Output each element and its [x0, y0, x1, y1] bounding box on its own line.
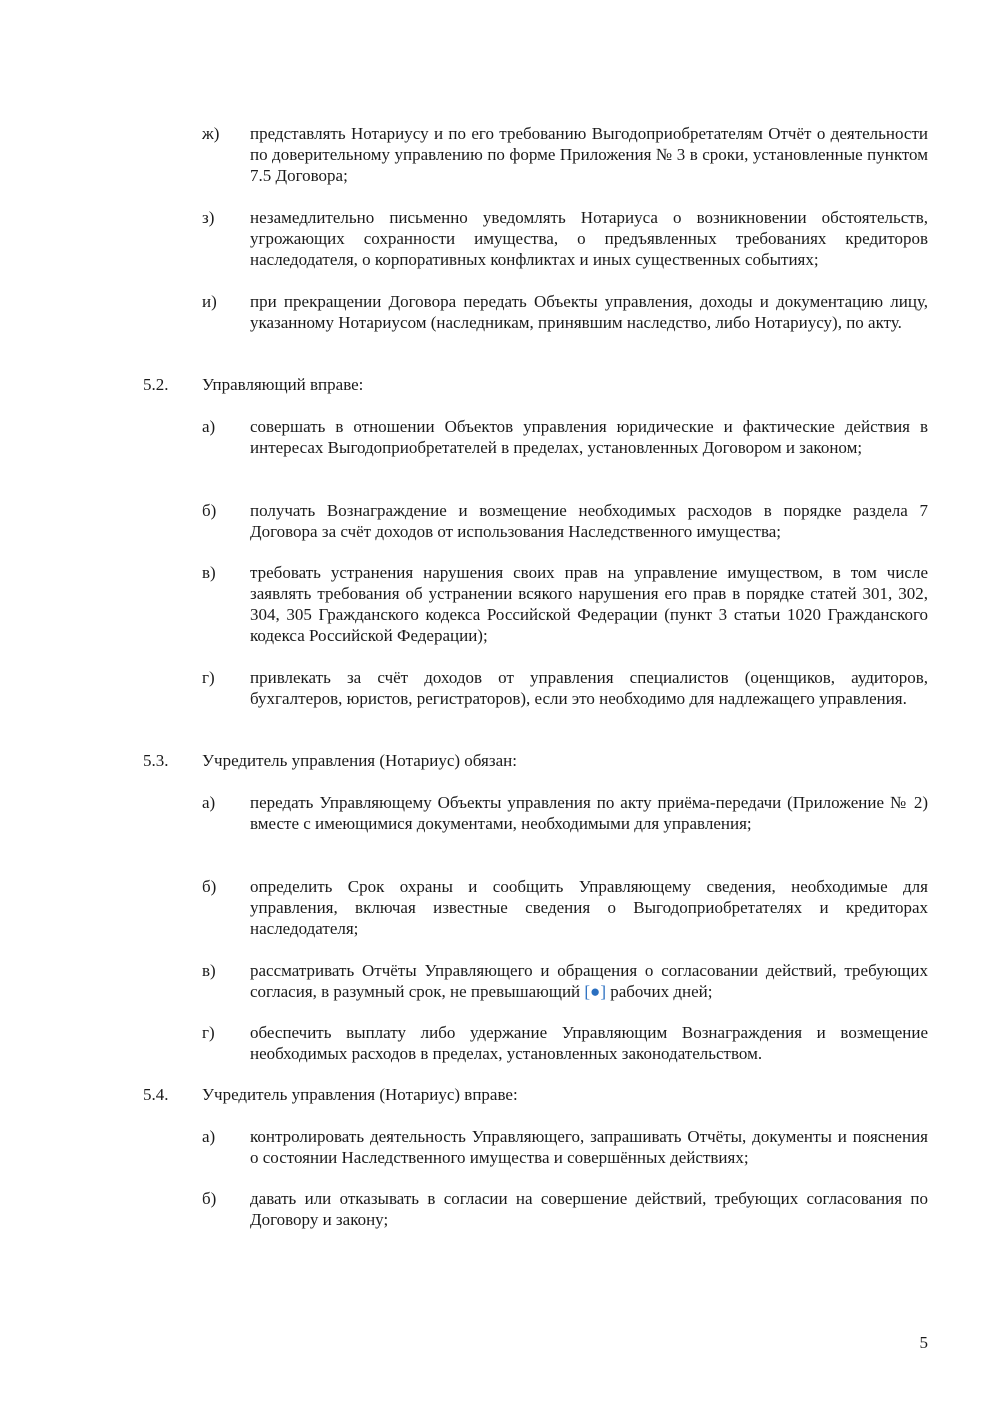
list-item [202, 416, 928, 458]
item-label: б) [202, 1189, 217, 1208]
placeholder-field[interactable]: [●] [584, 982, 606, 1001]
list-item [202, 1126, 928, 1168]
item-label: в) [202, 961, 216, 980]
item-text: получать Вознаграждение и возмещение необходимых расходов в порядке раздела 7 Договора за счёт доходов от использования Наследственного имущества; [250, 501, 928, 541]
item-text: контролировать деятельность Управляющего, запрашивать Отчёты, документы и пояснения о состоянии Наследственного имущества и совершённых действиях; [250, 1127, 928, 1167]
list-item [202, 667, 928, 709]
page-number: 5 [919, 1333, 928, 1352]
section-title: Учредитель управления (Нотариус) вправе: [202, 1085, 518, 1104]
item-text: определить Срок охраны и сообщить Управляющему сведения, необходимые для управления, включая известные сведения о Выгодоприобретателях и кредиторах наследодателя; [250, 877, 928, 938]
list-item [202, 1188, 928, 1230]
item-label: ж) [202, 124, 220, 143]
item-text: незамедлительно письменно уведомлять Нотариуса о возникновении обстоятельств, угрожающих сохранности имущества, о предъявленных требованиях кредиторов наследодателя, о корпоративных конфликтах и иных существенных событиях; [250, 208, 928, 269]
list-item [202, 291, 928, 333]
item-label: г) [202, 668, 215, 687]
item-text: требовать устранения нарушения своих прав на управление имуществом, в том числе заявлять требования об устранении всякого нарушения его прав в порядке статей 301, 302, 304, 305 Гражданского кодекса Российской Федерации (пункт 3 статьи 1020 Гражданского кодекса Российской Федерации); [250, 563, 928, 645]
list-item [202, 207, 928, 270]
item-label: г) [202, 1023, 215, 1042]
item-text [250, 960, 928, 1002]
list-item [202, 1022, 928, 1064]
list-item [202, 876, 928, 939]
section-heading [143, 750, 928, 771]
item-text: привлекать за счёт доходов от управления специалистов (оценщиков, аудиторов, бухгалтеров, юристов, регистраторов), если это необходимо для надлежащего управления. [250, 668, 928, 708]
section-number: 5.4. [143, 1085, 169, 1104]
section-number: 5.3. [143, 751, 169, 770]
item-label: з) [202, 208, 215, 227]
list-item [202, 500, 928, 542]
section-title: Управляющий вправе: [202, 375, 364, 394]
item-text: передать Управляющему Объекты управления по акту приёма-передачи (Приложение № 2) вместе с имеющимися документами, необходимыми для управления; [250, 793, 928, 833]
section-title: Учредитель управления (Нотариус) обязан: [202, 751, 517, 770]
item-label: б) [202, 501, 217, 520]
item-text-before: рассматривать Отчёты Управляющего и обращения о согласовании действий, требующих согласия, в разумный срок, не превышающий [250, 961, 928, 1001]
item-text: при прекращении Договора передать Объекты управления, доходы и документацию лицу, указанному Нотариусом (наследникам, принявшим наследство, либо Нотариусу), по акту. [250, 292, 928, 332]
item-text: давать или отказывать в согласии на совершение действий, требующих согласования по Договору и закону; [250, 1189, 928, 1229]
item-label: б) [202, 877, 217, 896]
item-label: и) [202, 292, 217, 311]
list-item [202, 792, 928, 834]
item-label: а) [202, 793, 216, 812]
list-item [202, 123, 928, 186]
item-text: совершать в отношении Объектов управления юридические и фактические действия в интересах Выгодоприобретателей в пределах, установленных Договором и законом; [250, 417, 928, 457]
section-heading [143, 374, 928, 395]
list-item [202, 562, 928, 646]
item-text-after: рабочих дней; [605, 982, 713, 1001]
section-heading [143, 1084, 928, 1105]
list-item [202, 960, 928, 1002]
item-label: а) [202, 1127, 216, 1146]
item-label: а) [202, 417, 216, 436]
item-label: в) [202, 563, 216, 582]
item-text: обеспечить выплату либо удержание Управляющим Вознаграждения и возмещение необходимых расходов в пределах, установленных законодательством. [250, 1023, 928, 1063]
section-number: 5.2. [143, 375, 169, 394]
item-text: представлять Нотариусу и по его требованию Выгодоприобретателям Отчёт о деятельности по доверительному управлению по форме Приложения № 3 в сроки, установленные пунктом 7.5 Договора; [250, 124, 928, 185]
